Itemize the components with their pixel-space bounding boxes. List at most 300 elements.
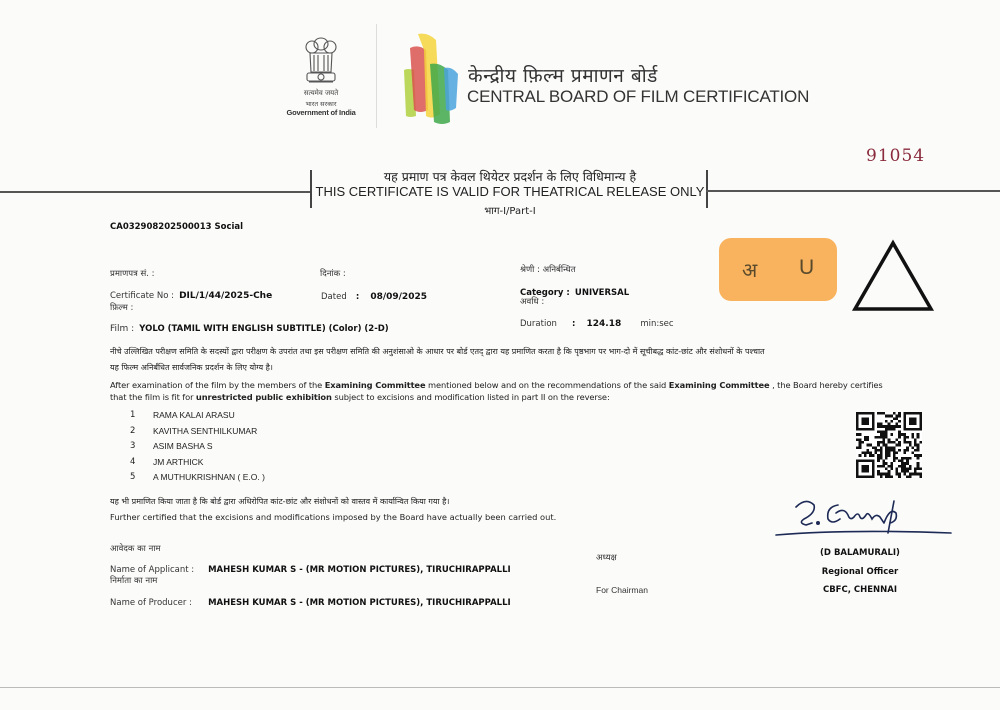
- qr-module: [874, 436, 877, 439]
- qr-module: [859, 438, 862, 441]
- qr-module: [861, 441, 864, 444]
- category-row-hindi: [520, 264, 576, 275]
- qr-module: [919, 467, 922, 470]
- qr-module: [880, 452, 883, 455]
- duration-colon: :: [572, 319, 576, 329]
- qr-module: [880, 465, 883, 468]
- qr-module: [885, 473, 888, 476]
- qr-module: [880, 423, 883, 426]
- cert-text-bold: Examining Committee: [668, 380, 770, 390]
- cert-text-part: mentioned below and on the recommendations of the said: [425, 380, 669, 390]
- qr-module: [914, 467, 917, 470]
- qr-module: [888, 441, 891, 444]
- qr-module: [906, 436, 909, 439]
- validity-note-english: THIS CERTIFICATE IS VALID FOR THEATRICAL RELEASE ONLY: [315, 184, 705, 199]
- qr-module: [898, 465, 901, 468]
- qr-module: [917, 433, 920, 436]
- qr-module: [882, 441, 885, 444]
- qr-module: [890, 449, 893, 452]
- cbfc-logo-icon: [400, 30, 466, 126]
- signature-icon: [766, 493, 956, 545]
- film-title: YOLO (TAMIL WITH ENGLISH SUBTITLE) (Color) (2-D): [139, 324, 389, 334]
- qr-module: [890, 428, 893, 431]
- member-number: 1: [130, 410, 136, 420]
- chairman-english: For Chairman: [596, 585, 648, 595]
- qr-module: [888, 438, 891, 441]
- qr-module: [901, 470, 904, 473]
- qr-module: [890, 415, 893, 418]
- qr-module: [914, 441, 917, 444]
- qr-module: [888, 428, 891, 431]
- qr-module: [890, 475, 893, 478]
- qr-module: [877, 457, 880, 460]
- duration-label: Duration: [520, 319, 557, 329]
- qr-module: [917, 462, 920, 465]
- qr-module: [904, 465, 907, 468]
- qr-module: [888, 452, 891, 455]
- qr-module: [880, 430, 883, 433]
- certification-text-hindi-2: यह फिल्म अनिर्बंधित सार्वजनिक प्रदर्शन के लिए योग्य है।: [110, 363, 273, 372]
- qr-module: [880, 475, 883, 478]
- certification-text-english-2: [110, 392, 610, 402]
- cert-text-part: subject to excisions and modification listed in part II on the reverse:: [331, 392, 610, 402]
- qr-module: [914, 444, 917, 447]
- further-certified-english: Further certified that the excisions and modifications imposed by the Board have actually been carried out.: [110, 512, 557, 522]
- qr-module: [917, 473, 920, 476]
- qr-module: [890, 467, 893, 470]
- qr-module: [893, 452, 896, 455]
- qr-module: [901, 460, 904, 463]
- qr-module: [885, 475, 888, 478]
- qr-module: [885, 428, 888, 431]
- applicant-row: [110, 557, 511, 576]
- qr-module: [864, 436, 867, 439]
- qr-module: [872, 454, 875, 457]
- qr-module: [917, 449, 920, 452]
- film-label: Film :: [110, 324, 135, 334]
- qr-module: [877, 465, 880, 468]
- qr-module: [904, 452, 907, 455]
- duration-unit: min:sec: [640, 319, 674, 329]
- page-bottom-edge: [0, 687, 1000, 688]
- certification-text-hindi-1: नीचे उल्लिखित परीक्षण समिति के सदस्यों द्वारा परीक्षण के उपरांत तथा इस परीक्षण समिति की अनुशंसाओ के आधार पर बोर्ड एतद् द्वारा यह प्रमाणित करता है कि पृष्ठभाग पर भाग-दो में सूचीबद्ध कांट-छांट और संशोधनों के पश्चात: [110, 347, 765, 356]
- qr-module: [911, 446, 914, 449]
- qr-module: [906, 475, 909, 478]
- qr-module: [896, 467, 899, 470]
- qr-module: [882, 436, 885, 439]
- qr-module: [880, 441, 883, 444]
- committee-member: [130, 410, 265, 426]
- qr-module: [888, 454, 891, 457]
- qr-module: [882, 444, 885, 447]
- qr-module: [859, 454, 862, 457]
- qr-module: [867, 449, 870, 452]
- qr-module: [890, 425, 893, 428]
- member-number: 4: [130, 456, 136, 467]
- date-colon: :: [355, 292, 360, 302]
- qr-module: [919, 473, 922, 476]
- qr-module: [880, 425, 883, 428]
- member-number: 2: [130, 425, 136, 436]
- committee-member: [130, 472, 265, 488]
- qr-module: [904, 436, 907, 439]
- duration-row: [520, 311, 674, 330]
- qr-module: [880, 473, 883, 476]
- qr-module: [890, 441, 893, 444]
- qr-module: [896, 457, 899, 460]
- film-row: [110, 316, 389, 335]
- qr-module: [856, 438, 859, 441]
- qr-module: [882, 430, 885, 433]
- certificate-number: DIL/1/44/2025-Che: [179, 291, 273, 301]
- qr-module: [904, 457, 907, 460]
- qr-module: [888, 473, 891, 476]
- qr-module: [885, 425, 888, 428]
- qr-module: [906, 449, 909, 452]
- part-label: भाग-I/Part-I: [484, 206, 536, 217]
- qr-module: [898, 449, 901, 452]
- qr-module: [877, 425, 880, 428]
- qr-module: [882, 438, 885, 441]
- qr-module: [893, 441, 896, 444]
- qr-module: [917, 436, 920, 439]
- qr-module: [904, 473, 907, 476]
- qr-module: [888, 415, 891, 418]
- qr-module: [893, 428, 896, 431]
- qr-module: [917, 457, 920, 460]
- header-divider: [376, 24, 377, 128]
- qr-module: [882, 412, 885, 415]
- qr-module: [893, 446, 896, 449]
- qr-module: [898, 441, 901, 444]
- qr-module: [917, 454, 920, 457]
- qr-module: [896, 452, 899, 455]
- signatory-name: (D BALAMURALI): [820, 548, 900, 558]
- qr-finder-center: [861, 417, 869, 425]
- qr-module: [909, 441, 912, 444]
- qr-module: [904, 438, 907, 441]
- category-hindi: अनिर्बन्धित: [542, 265, 576, 275]
- qr-module: [890, 465, 893, 468]
- qr-module: [882, 462, 885, 465]
- cert-text-bold: unrestricted public exhibition: [195, 392, 332, 402]
- qr-module: [882, 425, 885, 428]
- qr-module: [906, 462, 909, 465]
- qr-module: [893, 417, 896, 420]
- qr-module: [914, 470, 917, 473]
- qr-module: [859, 433, 862, 436]
- qr-module: [890, 446, 893, 449]
- qr-module: [896, 417, 899, 420]
- qr-module: [877, 460, 880, 463]
- qr-module: [859, 441, 862, 444]
- certification-text-english-1: [110, 380, 883, 390]
- qr-module: [885, 420, 888, 423]
- qr-module: [898, 444, 901, 447]
- committee-member: [130, 426, 265, 442]
- qr-module: [896, 470, 899, 473]
- qr-module: [893, 460, 896, 463]
- qr-module: [904, 462, 907, 465]
- qr-module: [885, 452, 888, 455]
- qr-module: [885, 433, 888, 436]
- qr-module: [890, 420, 893, 423]
- qr-module: [911, 433, 914, 436]
- qr-module: [874, 452, 877, 455]
- qr-module: [901, 457, 904, 460]
- qr-module: [893, 425, 896, 428]
- qr-module: [864, 454, 867, 457]
- qr-module: [877, 430, 880, 433]
- qr-module: [896, 425, 899, 428]
- qr-module: [901, 465, 904, 468]
- applicant-name: MAHESH KUMAR S - (MR MOTION PICTURES), TIRUCHIRAPPALLI: [208, 565, 511, 575]
- qr-module: [877, 473, 880, 476]
- qr-module: [917, 467, 920, 470]
- qr-module: [914, 438, 917, 441]
- qr-module: [898, 460, 901, 463]
- qr-module: [880, 412, 883, 415]
- qr-module: [880, 449, 883, 452]
- qr-module: [898, 415, 901, 418]
- member-name: JM ARTHICK: [153, 456, 204, 467]
- qr-module: [898, 420, 901, 423]
- certificate-number-row: [110, 283, 272, 302]
- validity-note-hindi: यह प्रमाण पत्र केवल थियेटर प्रदर्शन के लिए विधिमान्य है: [383, 169, 637, 184]
- qr-module: [906, 446, 909, 449]
- qr-module: [914, 449, 917, 452]
- qr-module: [861, 452, 864, 455]
- cert-text-part: that the film is fit for: [110, 392, 196, 402]
- producer-label: Name of Producer :: [110, 598, 192, 608]
- serial-number: 91054: [866, 146, 926, 166]
- qr-module: [909, 473, 912, 476]
- qr-module: [867, 436, 870, 439]
- rating-badge: [719, 238, 837, 301]
- qr-module: [882, 460, 885, 463]
- qr-module: [919, 454, 922, 457]
- qr-module: [885, 444, 888, 447]
- qr-module: [896, 438, 899, 441]
- qr-module: [901, 467, 904, 470]
- qr-module: [888, 465, 891, 468]
- qr-module: [867, 444, 870, 447]
- qr-module: [906, 467, 909, 470]
- qr-module: [872, 446, 875, 449]
- qr-module: [856, 433, 859, 436]
- qr-module: [877, 423, 880, 426]
- qr-module: [898, 430, 901, 433]
- qr-module: [896, 444, 899, 447]
- film-label-hindi: फ़िल्म :: [110, 303, 134, 313]
- qr-module: [877, 412, 880, 415]
- qr-module: [919, 441, 922, 444]
- committee-member-list: [130, 410, 265, 488]
- qr-module: [877, 444, 880, 447]
- qr-module: [914, 454, 917, 457]
- category-label-hindi: श्रेणी :: [520, 265, 540, 275]
- certificate-number-label: Certificate No :: [110, 291, 174, 301]
- qr-module: [877, 470, 880, 473]
- qr-module: [911, 473, 914, 476]
- qr-module: [885, 436, 888, 439]
- date-label: Dated: [321, 292, 347, 302]
- qr-module: [888, 425, 891, 428]
- qr-module: [880, 433, 883, 436]
- qr-module: [904, 467, 907, 470]
- chairman-hindi: अध्यक्ष: [596, 553, 617, 563]
- qr-module: [856, 446, 859, 449]
- qr-module: [885, 415, 888, 418]
- qr-module: [882, 433, 885, 436]
- qr-module: [898, 412, 901, 415]
- qr-module: [914, 473, 917, 476]
- banner-rule-left: [0, 191, 310, 193]
- qr-module: [896, 473, 899, 476]
- producer-row: [110, 590, 511, 609]
- qr-module: [888, 475, 891, 478]
- qr-finder-center: [861, 465, 869, 473]
- qr-module: [867, 452, 870, 455]
- qr-module: [890, 462, 893, 465]
- date-label-hindi: दिनांक :: [320, 269, 346, 279]
- qr-module: [906, 470, 909, 473]
- qr-module: [898, 475, 901, 478]
- producer-name: MAHESH KUMAR S - (MR MOTION PICTURES), TIRUCHIRAPPALLI: [208, 598, 511, 608]
- qr-module: [869, 444, 872, 447]
- member-name: RAMA KALAI ARASU: [153, 410, 235, 420]
- qr-module: [885, 457, 888, 460]
- qr-module: [874, 449, 877, 452]
- member-name: ASIM BASHA S: [153, 441, 213, 451]
- qr-module: [877, 449, 880, 452]
- further-certified-hindi: यह भी प्रमाणित किया जाता है कि बोर्ड द्वारा अधिरोपित कांट-छांट और संशोधनों को वास्तव में कार्यान्वित किया गया है।: [110, 497, 450, 506]
- qr-module: [869, 452, 872, 455]
- qr-module: [909, 467, 912, 470]
- board-name-english: CENTRAL BOARD OF FILM CERTIFICATION: [467, 87, 810, 106]
- cert-text-part: , the Board hereby certifies: [769, 380, 883, 390]
- qr-module: [885, 430, 888, 433]
- emblem-motto: सत्यमेव जयते: [303, 89, 339, 97]
- qr-module: [880, 446, 883, 449]
- duration-label-hindi: अवधि :: [520, 297, 545, 307]
- committee-member: [130, 441, 265, 457]
- qr-module: [885, 446, 888, 449]
- qr-module: [882, 465, 885, 468]
- qr-module: [904, 470, 907, 473]
- qr-module: [898, 436, 901, 439]
- qr-module: [909, 457, 912, 460]
- qr-module: [901, 433, 904, 436]
- qr-module: [864, 438, 867, 441]
- qr-module: [911, 452, 914, 455]
- signatory-designation: Regional Officer: [821, 567, 899, 577]
- triangle-symbol-icon: [850, 238, 936, 314]
- qr-module: [888, 470, 891, 473]
- qr-module: [880, 436, 883, 439]
- qr-module: [904, 433, 907, 436]
- qr-module: [893, 412, 896, 415]
- qr-module: [898, 473, 901, 476]
- qr-module: [896, 415, 899, 418]
- qr-module: [898, 433, 901, 436]
- qr-module: [885, 449, 888, 452]
- qr-module: [906, 457, 909, 460]
- board-name-hindi: केन्द्रीय फ़िल्म प्रमाणन बोर्ड: [468, 65, 658, 87]
- rating-english: U: [799, 256, 815, 279]
- government-english: Government of India: [286, 108, 356, 117]
- qr-code-icon[interactable]: [856, 412, 922, 478]
- qr-module: [911, 436, 914, 439]
- committee-member: [130, 457, 265, 473]
- qr-module: [877, 454, 880, 457]
- rating-hindi: अ: [742, 258, 758, 282]
- qr-module: [893, 449, 896, 452]
- qr-module: [885, 454, 888, 457]
- government-hindi: भारत सरकार: [305, 100, 337, 108]
- qr-module: [909, 475, 912, 478]
- cert-text-part: After examination of the film by the members of the: [110, 380, 325, 390]
- qr-module: [888, 449, 891, 452]
- qr-module: [896, 423, 899, 426]
- qr-module: [877, 436, 880, 439]
- applicant-label: Name of Applicant :: [110, 565, 195, 575]
- member-name: KAVITHA SENTHILKUMAR: [153, 425, 258, 436]
- qr-module: [880, 454, 883, 457]
- qr-module: [880, 457, 883, 460]
- qr-module: [888, 423, 891, 426]
- qr-module: [890, 433, 893, 436]
- category-value: UNIVERSAL: [574, 288, 630, 298]
- member-number: 3: [130, 441, 136, 451]
- qr-module: [917, 444, 920, 447]
- applicant-label-hindi: आवेदक का नाम: [110, 544, 161, 554]
- qr-module: [882, 473, 885, 476]
- qr-module: [888, 446, 891, 449]
- qr-module: [901, 462, 904, 465]
- date-row: [321, 284, 427, 303]
- member-name: A MUTHUKRISHNAN ( E.O. ): [153, 472, 265, 482]
- qr-module: [885, 467, 888, 470]
- qr-module: [906, 460, 909, 463]
- certificate-date: 08/09/2025: [370, 292, 427, 302]
- national-emblem-icon: [300, 36, 342, 88]
- qr-module: [893, 454, 896, 457]
- reference-code: CA032908202500013 Social: [110, 222, 244, 232]
- qr-module: [859, 444, 862, 447]
- qr-module: [867, 438, 870, 441]
- qr-module: [904, 441, 907, 444]
- qr-module: [874, 446, 877, 449]
- qr-module: [877, 441, 880, 444]
- qr-finder-center: [909, 417, 917, 425]
- certificate-number-label-hindi: प्रमाणपत्र सं. :: [110, 269, 155, 279]
- qr-module: [909, 444, 912, 447]
- signatory-office: CBFC, CHENNAI: [822, 585, 898, 595]
- duration-value: 124.18: [586, 319, 622, 329]
- category-label: Category :: [520, 288, 570, 298]
- banner-rule-right: [706, 190, 1000, 192]
- qr-module: [885, 462, 888, 465]
- member-number: 5: [130, 472, 136, 482]
- qr-module: [859, 446, 862, 449]
- qr-module: [869, 454, 872, 457]
- qr-module: [917, 465, 920, 468]
- qr-module: [893, 457, 896, 460]
- qr-module: [904, 449, 907, 452]
- qr-module: [919, 475, 922, 478]
- qr-module: [906, 441, 909, 444]
